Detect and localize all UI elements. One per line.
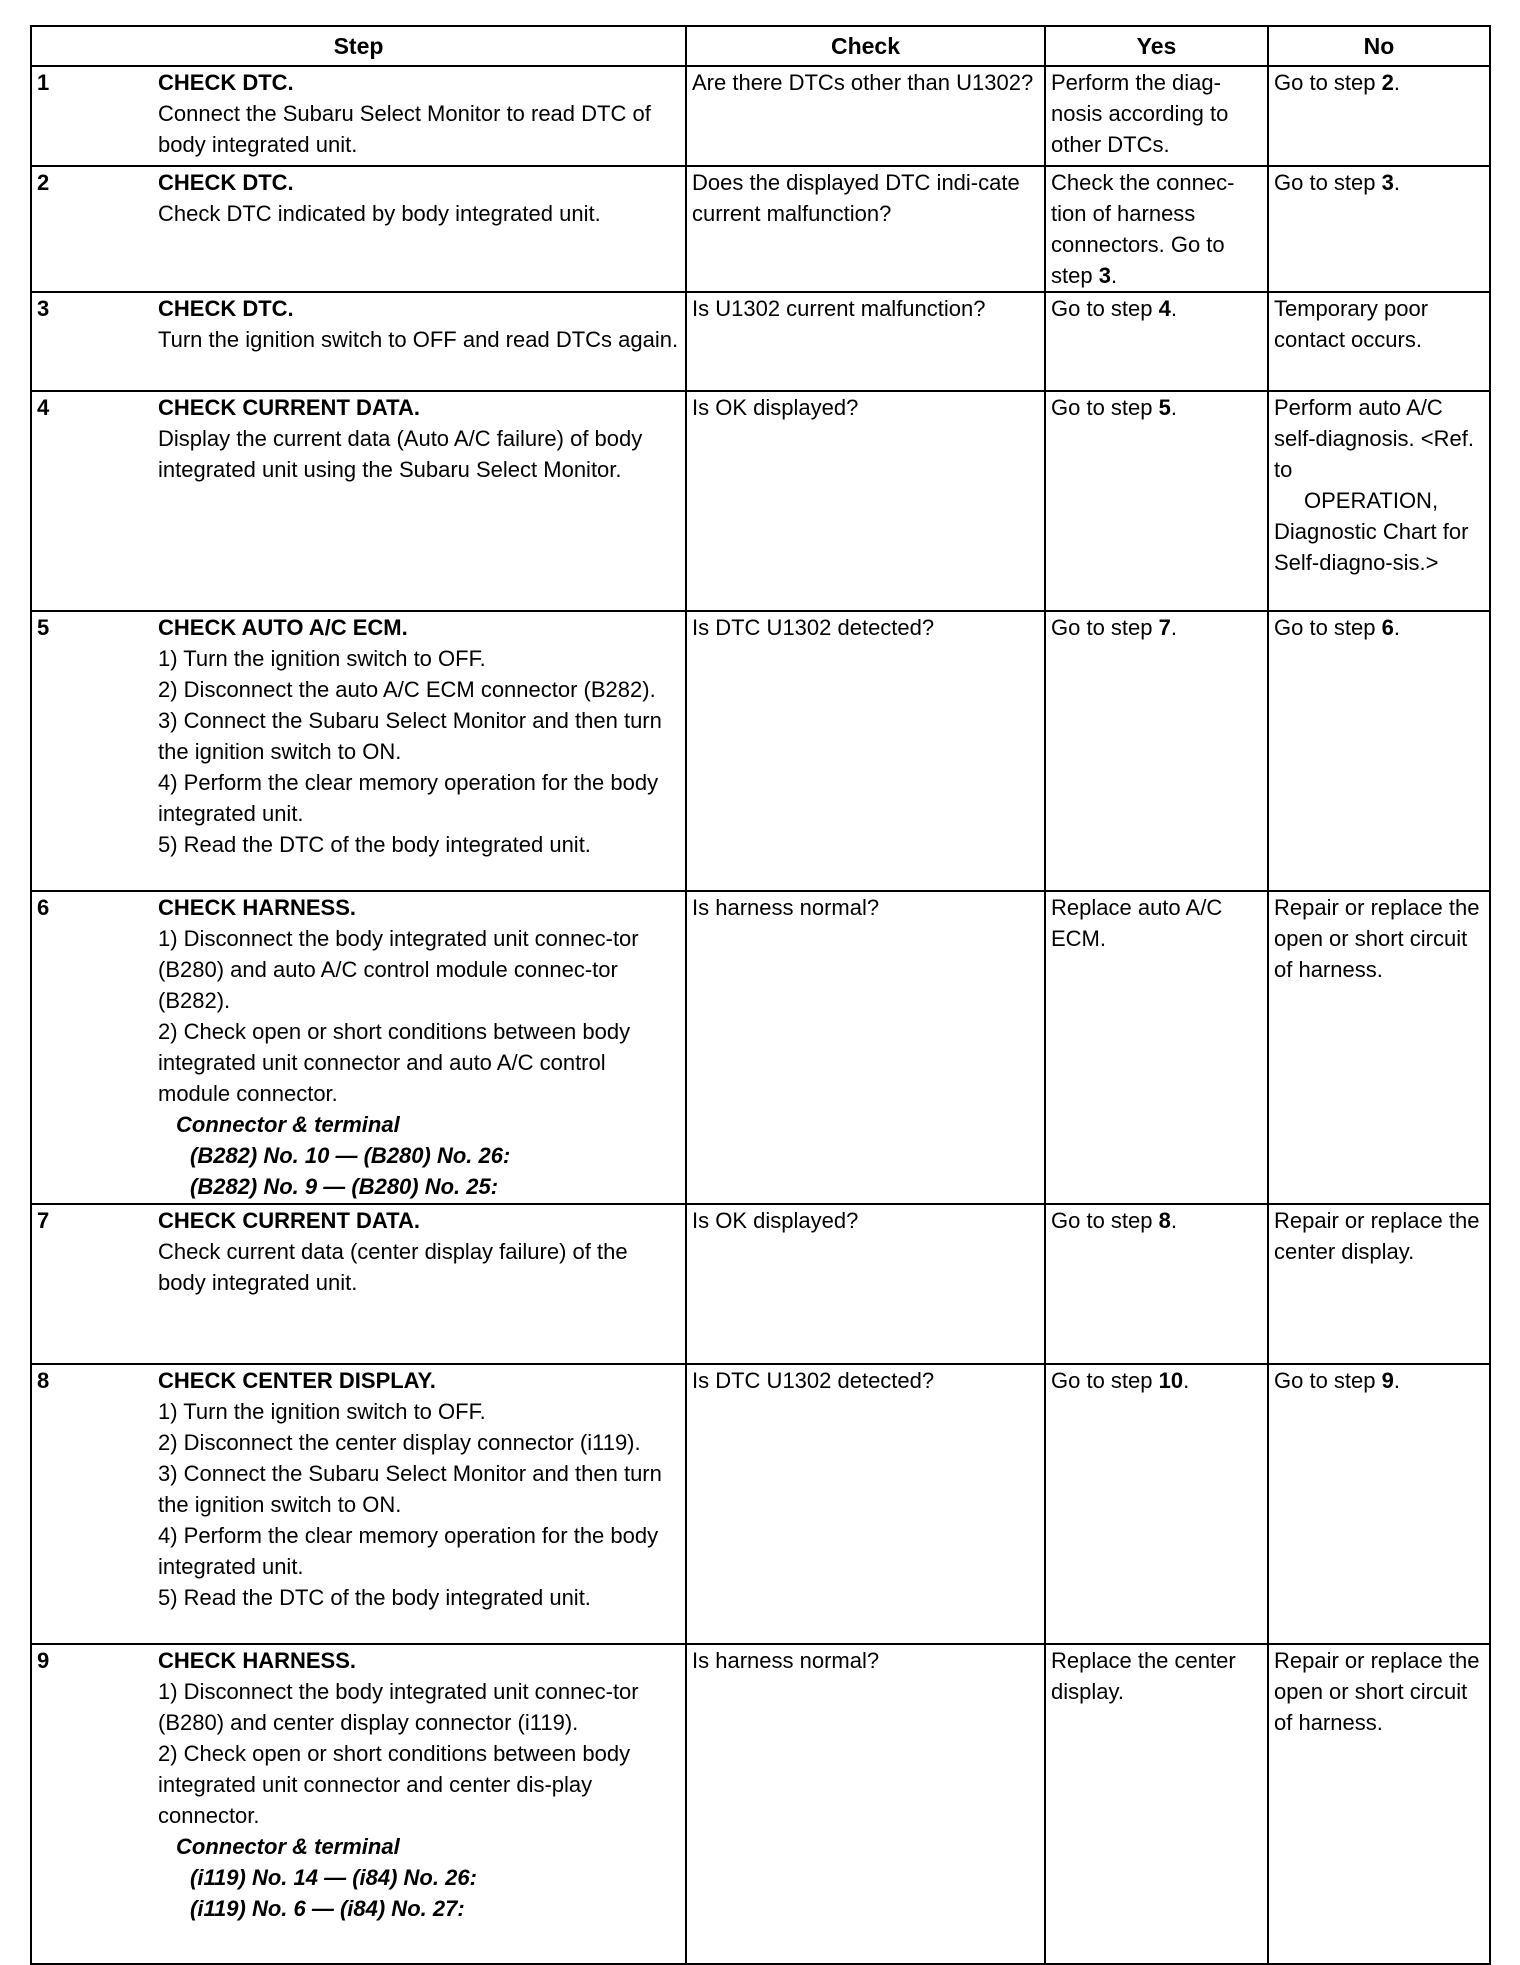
step-title: CHECK CURRENT DATA. bbox=[158, 1208, 420, 1233]
step-title: CHECK HARNESS. bbox=[158, 895, 357, 920]
step-title: CHECK DTC. bbox=[158, 296, 294, 321]
no-cell bbox=[1268, 1204, 1490, 1364]
yes-text: Go to step bbox=[1051, 395, 1159, 420]
no-text: Go to step bbox=[1274, 170, 1382, 195]
connector-terminal: (B282) No. 9 — (B280) No. 25: bbox=[190, 1174, 499, 1199]
yes-cell bbox=[1045, 1204, 1268, 1364]
step-title: CHECK DTC. bbox=[158, 170, 294, 195]
no-cell bbox=[1268, 166, 1490, 292]
no-punct: . bbox=[1393, 170, 1400, 195]
yes-cell bbox=[1045, 611, 1268, 891]
connector-terminal: (B282) No. 10 — (B280) No. 26: bbox=[190, 1143, 511, 1168]
step-cell bbox=[31, 611, 686, 891]
step-instruction: 2) Check open or short conditions between body integrated unit connector and center dis-play connector. bbox=[158, 1741, 631, 1828]
step-instruction: 3) Connect the Subaru Select Monitor and then turn the ignition switch to ON. bbox=[158, 708, 662, 764]
yes-cell bbox=[1045, 166, 1268, 292]
table-row bbox=[31, 166, 1490, 292]
no-step-ref: 6 bbox=[1381, 615, 1394, 640]
check-cell bbox=[686, 166, 1045, 292]
no-text: Repair or replace the open or short circuit of harness. bbox=[1274, 895, 1480, 982]
step-instruction: 5) Read the DTC of the body integrated unit. bbox=[158, 832, 591, 857]
step-number: 3 bbox=[37, 296, 50, 321]
header-check: Check bbox=[686, 26, 1045, 66]
check-cell bbox=[686, 1364, 1045, 1644]
step-instruction: 5) Read the DTC of the body integrated unit. bbox=[158, 1585, 591, 1610]
check-question: Is harness normal? bbox=[692, 895, 880, 920]
yes-cell bbox=[1045, 891, 1268, 1204]
step-cell bbox=[31, 292, 686, 391]
step-cell bbox=[31, 891, 686, 1204]
table-row bbox=[31, 1204, 1490, 1364]
table-row bbox=[31, 611, 1490, 891]
no-ref-text: OPERATION, bbox=[1304, 488, 1439, 513]
check-cell bbox=[686, 1644, 1045, 1964]
no-cell bbox=[1268, 611, 1490, 891]
connector-heading: Connector & terminal bbox=[176, 1112, 400, 1137]
check-cell bbox=[686, 391, 1045, 611]
step-number: 8 bbox=[37, 1368, 50, 1393]
check-cell bbox=[686, 891, 1045, 1204]
no-text: Go to step bbox=[1274, 1368, 1382, 1393]
step-number: 6 bbox=[37, 895, 50, 920]
no-punct: . bbox=[1393, 1368, 1400, 1393]
yes-punct: . bbox=[1170, 395, 1177, 420]
connector-terminal: (i119) No. 6 — (i84) No. 27: bbox=[190, 1896, 465, 1921]
diagnostic-table bbox=[30, 25, 1491, 1965]
no-text: Temporary poor contact occurs. bbox=[1274, 296, 1429, 352]
step-cell bbox=[31, 1644, 686, 1964]
no-cell bbox=[1268, 391, 1490, 611]
step-instruction: 3) Connect the Subaru Select Monitor and then turn the ignition switch to ON. bbox=[158, 1461, 662, 1517]
step-cell bbox=[31, 391, 686, 611]
step-instruction: Connect the Subaru Select Monitor to read DTC of body integrated unit. bbox=[158, 101, 651, 157]
no-cell bbox=[1268, 1644, 1490, 1964]
check-question: Are there DTCs other than U1302? bbox=[692, 70, 1034, 95]
yes-text: Check the connec-tion of harness connectors. Go to step bbox=[1051, 170, 1235, 288]
yes-step-ref: 7 bbox=[1158, 615, 1171, 640]
check-cell bbox=[686, 66, 1045, 166]
check-question: Is OK displayed? bbox=[692, 1208, 859, 1233]
table-row bbox=[31, 891, 1490, 1204]
header-yes: Yes bbox=[1045, 26, 1268, 66]
step-cell bbox=[31, 1204, 686, 1364]
no-punct: . bbox=[1393, 70, 1400, 95]
step-instruction: Turn the ignition switch to OFF and read DTCs again. bbox=[158, 327, 679, 352]
step-number: 1 bbox=[37, 70, 50, 95]
yes-text: Go to step bbox=[1051, 1368, 1159, 1393]
yes-cell bbox=[1045, 1644, 1268, 1964]
connector-terminal: (i119) No. 14 — (i84) No. 26: bbox=[190, 1865, 477, 1890]
check-question: Is harness normal? bbox=[692, 1648, 880, 1673]
header-step: Step bbox=[31, 26, 686, 66]
no-text: Repair or replace the center display. bbox=[1274, 1208, 1480, 1264]
no-step-ref: 3 bbox=[1381, 170, 1394, 195]
no-ref-text: Perform auto A/C self-diagnosis. <Ref. to bbox=[1274, 395, 1474, 482]
yes-punct: . bbox=[1170, 615, 1177, 640]
yes-text: Go to step bbox=[1051, 296, 1159, 321]
header-no: No bbox=[1268, 26, 1490, 66]
yes-cell bbox=[1045, 66, 1268, 166]
step-title: CHECK CURRENT DATA. bbox=[158, 395, 420, 420]
yes-cell bbox=[1045, 1364, 1268, 1644]
table-row bbox=[31, 292, 1490, 391]
check-question: Is DTC U1302 detected? bbox=[692, 615, 935, 640]
step-number: 7 bbox=[37, 1208, 50, 1233]
check-question: Is OK displayed? bbox=[692, 395, 859, 420]
no-cell bbox=[1268, 891, 1490, 1204]
step-instruction: 1) Disconnect the body integrated unit connec-tor (B280) and center display connector (i119). bbox=[158, 1679, 639, 1735]
check-question: Is U1302 current malfunction? bbox=[692, 296, 986, 321]
step-cell bbox=[31, 1364, 686, 1644]
no-cell bbox=[1268, 1364, 1490, 1644]
step-number: 4 bbox=[37, 395, 50, 420]
step-cell bbox=[31, 166, 686, 292]
step-instruction: 1) Turn the ignition switch to OFF. bbox=[158, 1399, 486, 1424]
no-text: Go to step bbox=[1274, 615, 1382, 640]
no-step-ref: 2 bbox=[1381, 70, 1394, 95]
step-instruction: 2) Disconnect the center display connector (i119). bbox=[158, 1430, 641, 1455]
step-instruction: 1) Turn the ignition switch to OFF. bbox=[158, 646, 486, 671]
step-instruction: 4) Perform the clear memory operation for the body integrated unit. bbox=[158, 1523, 659, 1579]
table-row bbox=[31, 1644, 1490, 1964]
step-title: CHECK AUTO A/C ECM. bbox=[158, 615, 408, 640]
yes-text: Perform the diag-nosis according to other DTCs. bbox=[1051, 70, 1229, 157]
yes-punct: . bbox=[1170, 296, 1177, 321]
yes-cell bbox=[1045, 391, 1268, 611]
check-question: Is DTC U1302 detected? bbox=[692, 1368, 935, 1393]
yes-step-ref: 5 bbox=[1158, 395, 1171, 420]
table-row bbox=[31, 1364, 1490, 1644]
no-step-ref: 9 bbox=[1381, 1368, 1394, 1393]
yes-punct: . bbox=[1170, 1208, 1177, 1233]
yes-step-ref: 4 bbox=[1158, 296, 1171, 321]
step-instruction: Check current data (center display failure) of the body integrated unit. bbox=[158, 1239, 628, 1295]
yes-cell bbox=[1045, 292, 1268, 391]
no-cell bbox=[1268, 292, 1490, 391]
table-row bbox=[31, 66, 1490, 166]
step-cell bbox=[31, 66, 686, 166]
no-text: Go to step bbox=[1274, 70, 1382, 95]
step-instruction: Display the current data (Auto A/C failure) of body integrated unit using the Subaru Select Monitor. bbox=[158, 426, 643, 482]
step-title: CHECK DTC. bbox=[158, 70, 294, 95]
yes-step-ref: 10 bbox=[1158, 1368, 1184, 1393]
no-text: Repair or replace the open or short circuit of harness. bbox=[1274, 1648, 1480, 1735]
header-row bbox=[31, 26, 1490, 66]
check-cell bbox=[686, 611, 1045, 891]
yes-punct: . bbox=[1183, 1368, 1190, 1393]
table-row bbox=[31, 391, 1490, 611]
step-instruction: 2) Disconnect the auto A/C ECM connector (B282). bbox=[158, 677, 656, 702]
no-ref-text: Diagnostic Chart for Self-diagno-sis.> bbox=[1274, 519, 1469, 575]
yes-text: Replace the center display. bbox=[1051, 1648, 1236, 1704]
yes-punct: . bbox=[1110, 263, 1118, 288]
no-punct: . bbox=[1393, 615, 1400, 640]
connector-heading: Connector & terminal bbox=[176, 1834, 400, 1859]
step-instruction: 4) Perform the clear memory operation for the body integrated unit. bbox=[158, 770, 659, 826]
step-number: 5 bbox=[37, 615, 50, 640]
yes-text: Go to step bbox=[1051, 615, 1159, 640]
check-question: Does the displayed DTC indi-cate current malfunction? bbox=[692, 170, 1020, 226]
no-cell bbox=[1268, 66, 1490, 166]
check-cell bbox=[686, 292, 1045, 391]
step-instruction: Check DTC indicated by body integrated unit. bbox=[158, 201, 601, 226]
yes-step-ref: 8 bbox=[1158, 1208, 1171, 1233]
step-title: CHECK CENTER DISPLAY. bbox=[158, 1368, 436, 1393]
yes-text: Go to step bbox=[1051, 1208, 1159, 1233]
step-title: CHECK HARNESS. bbox=[158, 1648, 357, 1673]
check-cell bbox=[686, 1204, 1045, 1364]
yes-text: Replace auto A/C ECM. bbox=[1051, 895, 1223, 951]
step-number: 2 bbox=[37, 170, 50, 195]
step-number: 9 bbox=[37, 1648, 50, 1673]
step-instruction: 1) Disconnect the body integrated unit connec-tor (B280) and auto A/C control module connec-tor (B282). bbox=[158, 926, 639, 1013]
yes-step-ref: 3 bbox=[1098, 263, 1111, 288]
step-instruction: 2) Check open or short conditions between body integrated unit connector and auto A/C control module connector. bbox=[158, 1019, 631, 1106]
